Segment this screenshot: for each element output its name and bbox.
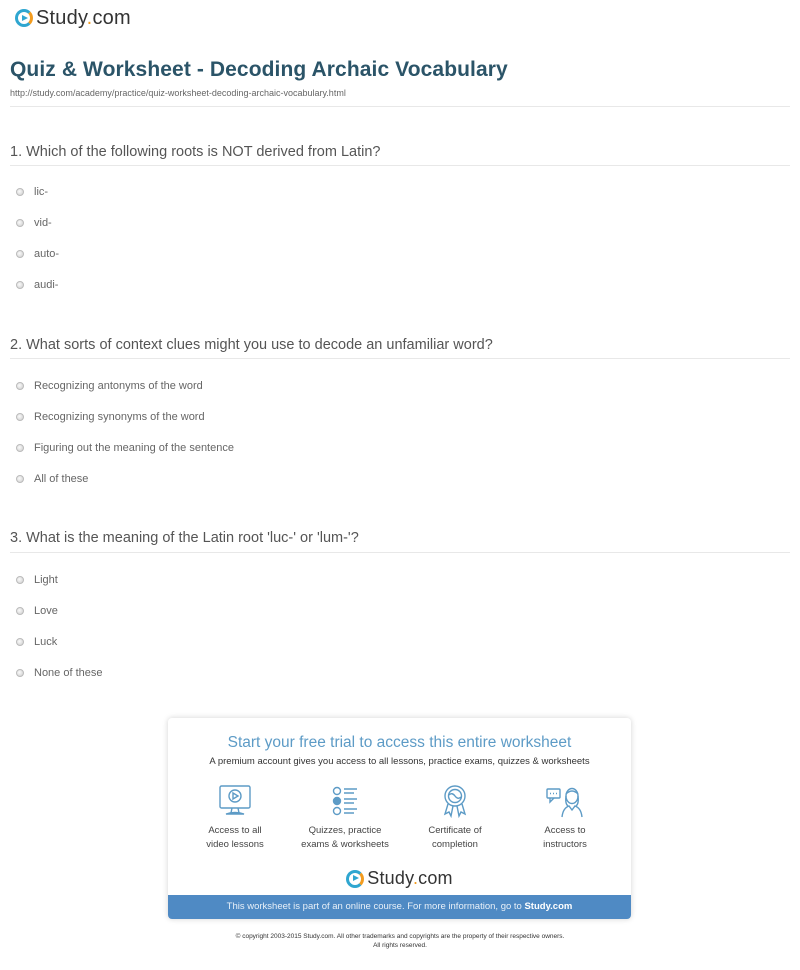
radio-button[interactable] (16, 576, 24, 584)
promo-study-logo[interactable] (168, 868, 631, 889)
feature-label-line1: Certificate of (428, 825, 482, 836)
feature-label-line2: instructors (543, 839, 587, 850)
play-logo-icon (15, 9, 33, 27)
option-label: Luck (34, 636, 58, 648)
option-q3-d[interactable] (16, 667, 103, 679)
copyright-line1: © copyright 2003-2015 Study.com. All other trademarks and copyrights are the property of their respective owners. (235, 933, 565, 940)
radio-button[interactable] (16, 219, 24, 227)
copyright (0, 932, 800, 950)
option-q1-d[interactable] (16, 279, 58, 291)
course-info-bar (168, 895, 631, 919)
logo-text: Study.com (367, 868, 453, 888)
option-q3-c[interactable] (16, 636, 57, 648)
study-link[interactable]: Study.com (524, 901, 573, 912)
option-q1-a[interactable] (16, 186, 48, 198)
feature-label-line1: Access to (544, 825, 586, 836)
radio-button[interactable] (16, 638, 24, 646)
option-label: Love (34, 605, 58, 617)
option-q3-b[interactable] (16, 605, 58, 617)
radio-button[interactable] (16, 607, 24, 615)
copyright-line2: All rights reserved. (373, 942, 427, 949)
promo-title[interactable]: Start your free trial to access this entire worksheet (227, 734, 572, 751)
certificate-icon (437, 784, 473, 818)
instructor-icon (545, 784, 585, 818)
page-title: Quiz & Worksheet - Decoding Archaic Vocabulary (10, 58, 508, 81)
feature-label-line2: completion (432, 839, 478, 850)
option-q2-a[interactable] (16, 380, 203, 392)
option-label: Figuring out the meaning of the sentence (34, 442, 234, 454)
study-logo[interactable] (15, 5, 131, 31)
option-q1-b[interactable] (16, 217, 52, 229)
feature-instructors (510, 784, 620, 852)
feature-quizzes (290, 784, 400, 852)
radio-button[interactable] (16, 669, 24, 677)
play-logo-icon (346, 870, 364, 888)
option-label: auto- (34, 248, 60, 260)
feature-certificate (400, 784, 510, 852)
radio-button[interactable] (16, 281, 24, 289)
feature-label-line1: Access to all (208, 825, 262, 836)
option-label: All of these (34, 473, 89, 485)
feature-label-line2: exams & worksheets (301, 839, 389, 850)
feature-label-line1: Quizzes, practice (308, 825, 382, 836)
option-label: Recognizing synonyms of the word (34, 411, 205, 423)
feature-video-lessons (180, 784, 290, 852)
course-info-text: This worksheet is part of an online course. For more information, go to (226, 901, 525, 912)
radio-button[interactable] (16, 382, 24, 390)
radio-button[interactable] (16, 413, 24, 421)
divider (10, 552, 790, 553)
question-3: 3. What is the meaning of the Latin root 'luc-' or 'lum-'? (10, 530, 359, 546)
question-1: 1. Which of the following roots is NOT derived from Latin? (10, 144, 381, 160)
radio-button[interactable] (16, 250, 24, 258)
option-label: Recognizing antonyms of the word (34, 380, 203, 392)
option-label: Light (34, 574, 58, 586)
option-q2-d[interactable] (16, 473, 88, 485)
divider (10, 358, 790, 359)
logo-text: Study.com (36, 6, 131, 29)
option-label: lic- (34, 186, 49, 198)
option-q2-c[interactable] (16, 442, 234, 454)
option-q2-b[interactable] (16, 411, 205, 423)
question-2: 2. What sorts of context clues might you use to decode an unfamiliar word? (10, 337, 493, 353)
promo-subtitle: A premium account gives you access to all lessons, practice exams, quizzes & worksheets (209, 756, 590, 767)
feature-label-line2: video lessons (206, 839, 264, 850)
option-label: None of these (34, 667, 103, 679)
option-label: audi- (34, 279, 59, 291)
option-q1-c[interactable] (16, 248, 59, 260)
page-url: http://study.com/academy/practice/quiz-worksheet-decoding-archaic-vocabulary.html (10, 88, 346, 98)
option-label: vid- (34, 217, 52, 229)
quiz-list-icon (327, 784, 363, 818)
radio-button[interactable] (16, 188, 24, 196)
video-lesson-icon (217, 784, 253, 818)
option-q3-a[interactable] (16, 574, 58, 586)
divider (10, 106, 790, 107)
divider (10, 165, 790, 166)
radio-button[interactable] (16, 475, 24, 483)
radio-button[interactable] (16, 444, 24, 452)
free-trial-promo (168, 718, 631, 919)
